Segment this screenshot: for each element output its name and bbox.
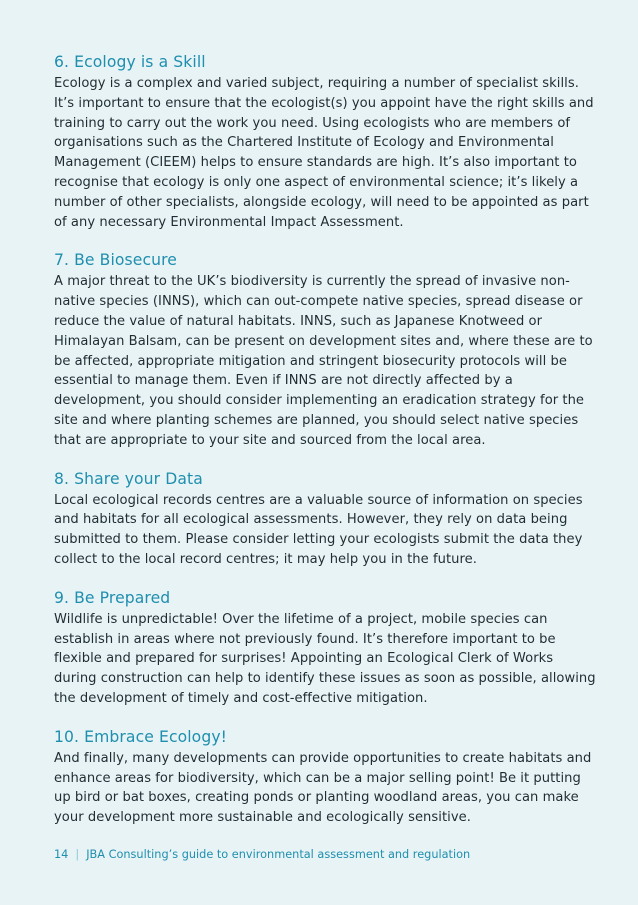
section-body: Local ecological records centres are a valuable source of information on species and habitats for all ecological assessments. However, they rely on data being submitted to them. Please consider letting your ecologists submit the data they collect to the local record centres; it may help you in the future. [54,492,583,567]
section-body: A major threat to the UK’s biodiversity is currently the spread of invasive non-native species (INNS), which can out-compete native species, spread disease or reduce the value of natural habitats. INNS, such as Japanese Knotweed or Himalayan Balsam, can be present on development sites and, where these are to be affected, appropriate mitigation and stringent biosecurity protocols will be essential to manage them. Even if INNS are not directly affected by a development, you should consider implementing an eradication strategy for the site and where planting schemes are planned, you should select native species that are appropriate to your site and sourced from the local area. [54,274,593,448]
section-heading: 9. Be Prepared [54,588,171,607]
section-heading: 6. Ecology is a Skill [54,53,206,71]
section-heading: 7. Be Biosecure [54,251,177,270]
section-be-biosecure [54,250,598,450]
section-heading: 10. Embrace Ecology! [54,727,228,746]
section-embrace-ecology [54,727,598,828]
footer-separator: | [75,848,80,861]
section-heading: 8. Share your Data [54,469,203,488]
page-footer [54,848,470,861]
section-body: Ecology is a complex and varied subject, requiring a number of specialist skills. It’s important to ensure that the ecologist(s) you appoint have the right skills and training to carry out the work you need. Using ecologists who are members of organisations such as the Chartered Institute of Ecology and Environmental Management (CIEEM) helps to ensure standards are high. It’s also important to recognise that ecology is only one aspect of environmental science; it’s likely a number of other specialists, alongside ecology, will need to be appointed as part of any necessary Environmental Impact Assessment. [54,76,594,230]
page-number: 14 [54,848,69,861]
section-share-your-data [54,469,598,570]
section-body: And finally, many developments can provide opportunities to create habitats and enhance areas for biodiversity, which can be a major selling point! Be it putting up bird or bat boxes, creating ponds or planting woodland areas, you can make your development more sustainable and ecologically sensitive. [54,750,592,826]
section-body: Wildlife is unpredictable! Over the lifetime of a project, mobile species can establish in areas where not previously found. It’s therefore important to be flexible and prepared for surprises! Appointing an Ecological Clerk of Works during construction can help to identify these issues as soon as possible, allowing the development of timely and cost-effective mitigation. [54,611,596,706]
section-be-prepared [54,588,598,709]
footer-title: JBA Consulting’s guide to environmental assessment and regulation [86,848,471,861]
section-ecology-is-a-skill [54,52,598,232]
